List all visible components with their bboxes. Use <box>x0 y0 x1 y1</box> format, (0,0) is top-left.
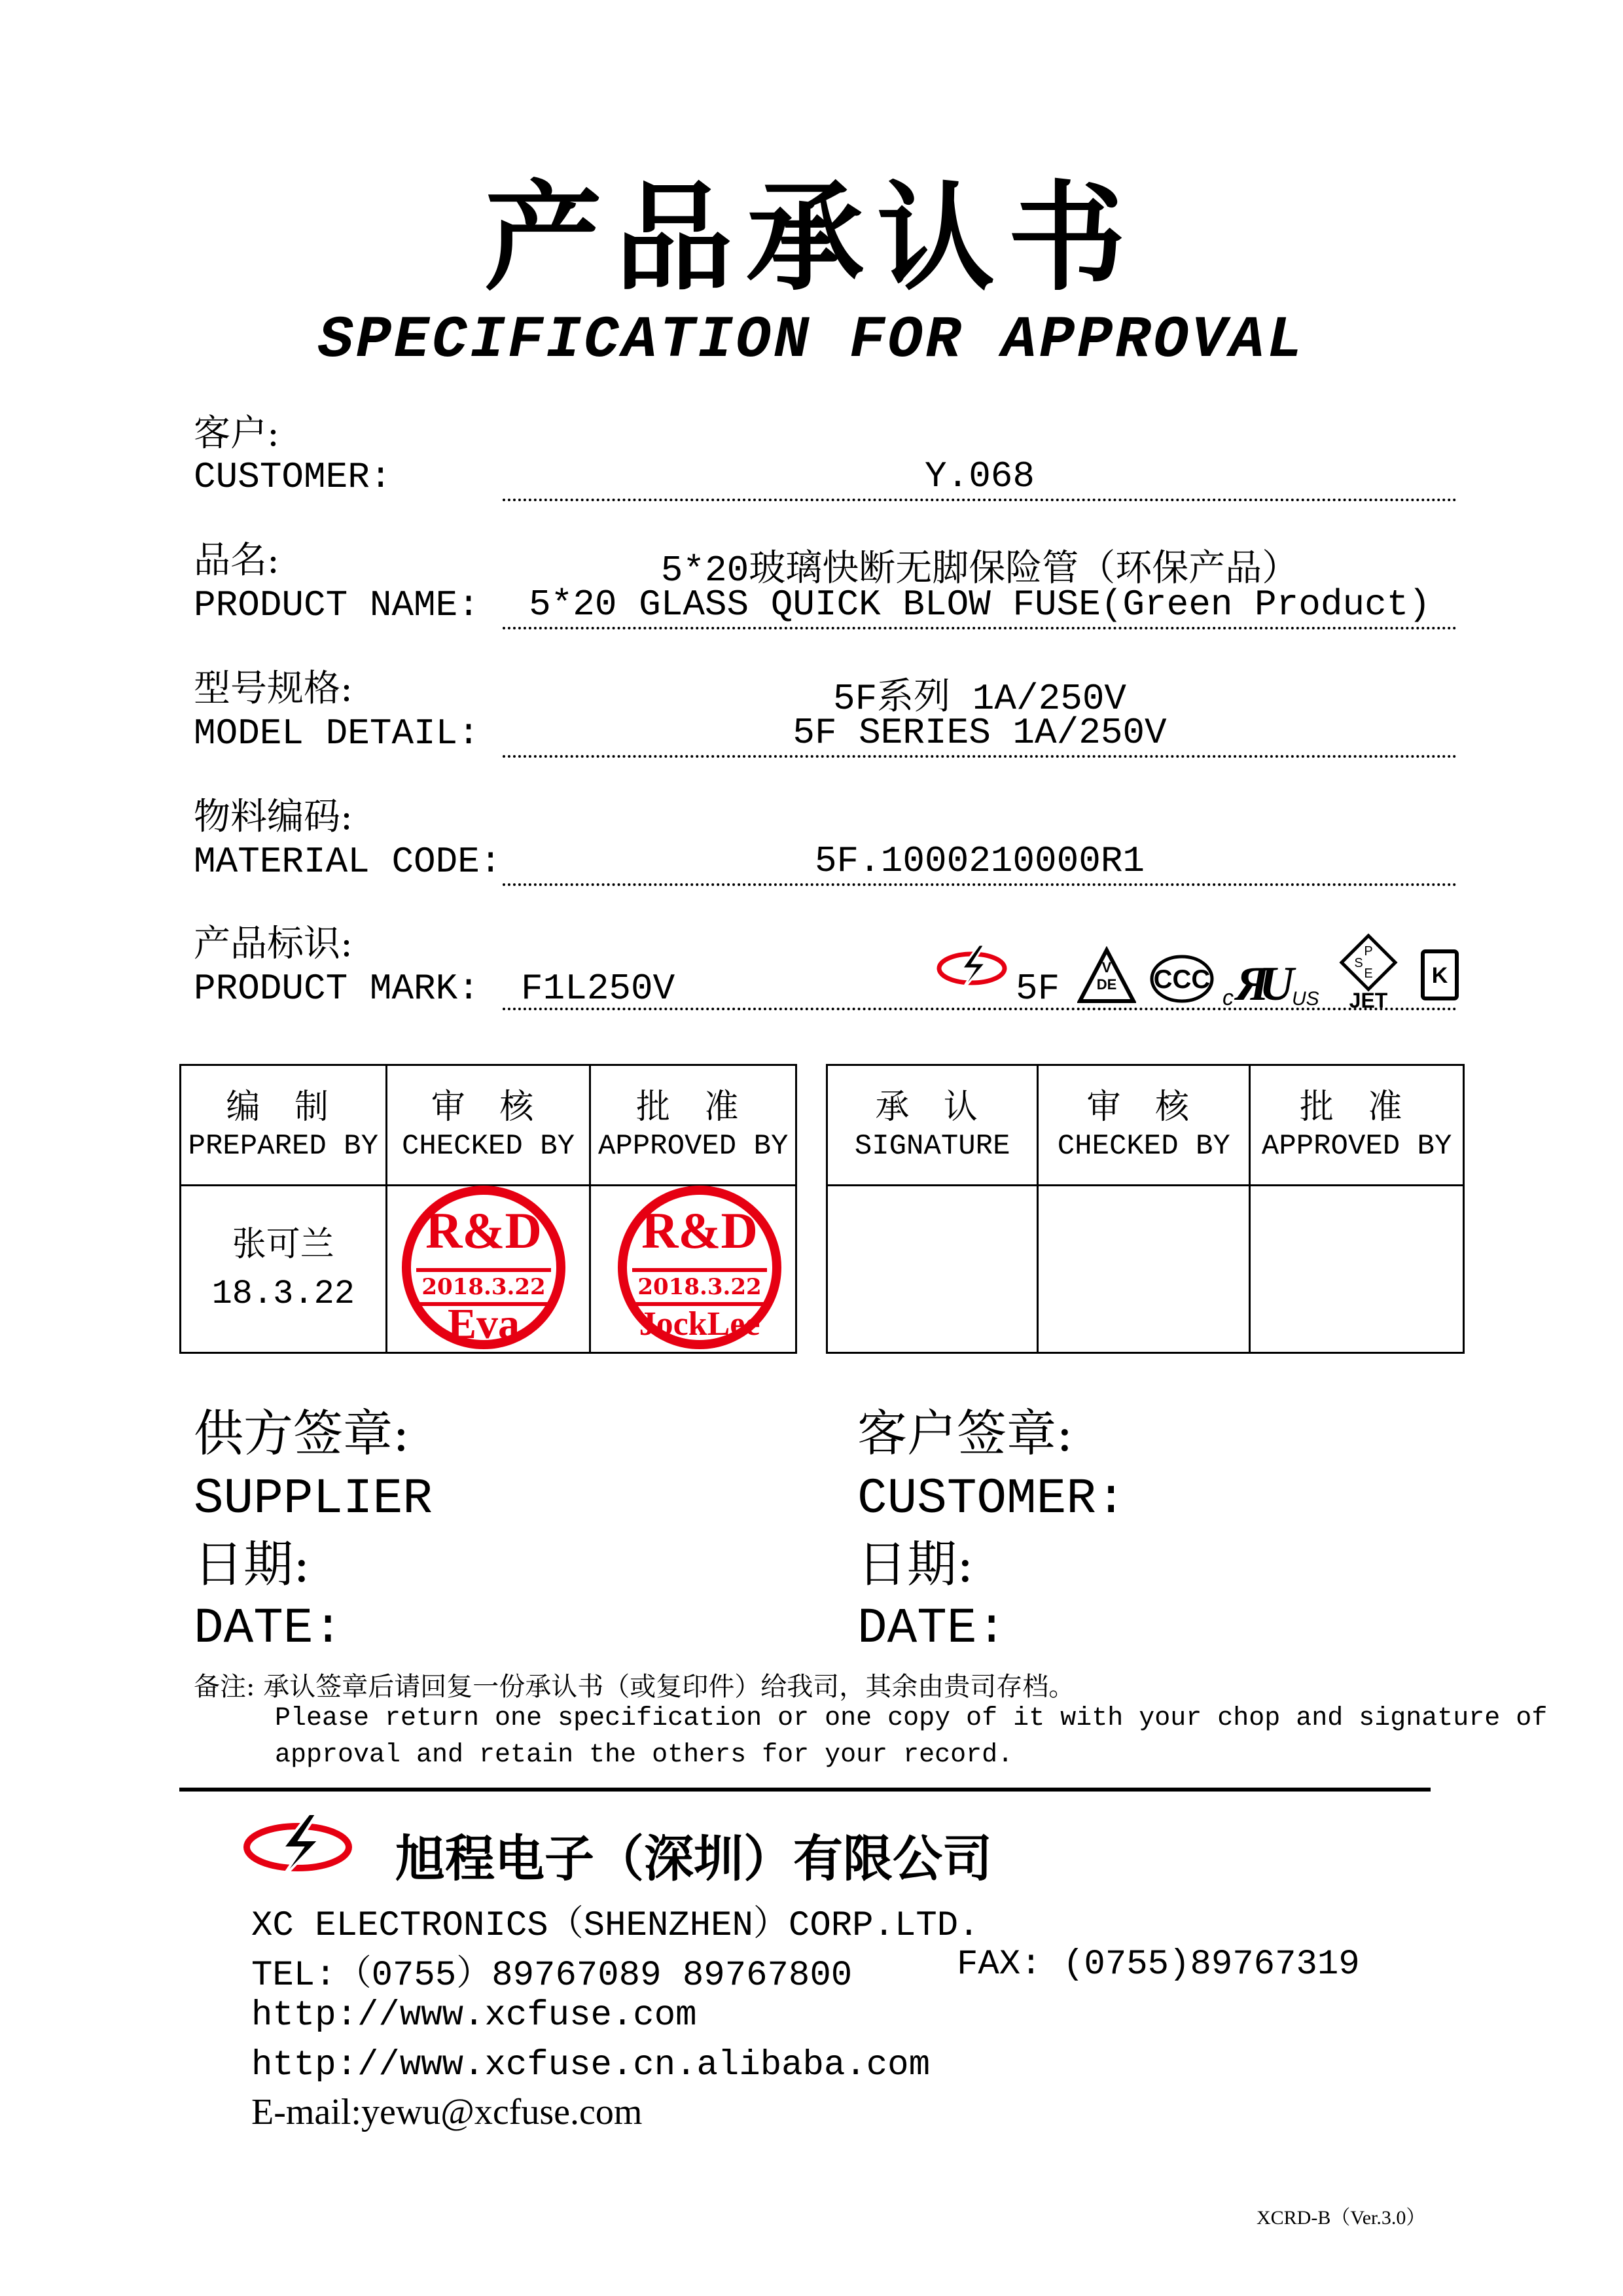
svg-text:DE: DE <box>1096 976 1117 993</box>
svg-text:CCC: CCC <box>1153 965 1211 994</box>
svg-text:K: K <box>1431 963 1448 988</box>
prepared-by-date: 18.3.22 <box>211 1274 355 1313</box>
svg-text:S: S <box>1354 956 1363 970</box>
customer-date-label-en: DATE: <box>857 1600 1007 1657</box>
customer-checked-by-cell[interactable] <box>1038 1186 1250 1353</box>
company-logo-icon <box>242 1811 353 1883</box>
svg-text:E: E <box>1364 966 1373 981</box>
model-detail-value-en: 5F SERIES 1A/250V <box>793 712 1167 754</box>
svg-text:V: V <box>1101 959 1112 976</box>
th-approved-by: 批 准 APPROVED BY <box>590 1065 796 1186</box>
product-mark-value: F1L250V <box>521 968 675 1010</box>
svg-text:Я: Я <box>1236 957 1269 1011</box>
brand-logo-icon <box>936 942 1008 995</box>
company-fax: FAX: (0755)89767319 <box>957 1945 1360 1985</box>
page-title-en: SPECIFICATION FOR APPROVAL <box>317 308 1306 374</box>
th-signature: 承 认 SIGNATURE <box>827 1065 1038 1186</box>
ul-recognized-mark-icon <box>1221 946 1319 1012</box>
signature-cell[interactable] <box>827 1186 1038 1353</box>
material-code-label-cn: 物料编码: <box>194 796 353 838</box>
product-mark-label-cn: 产品标识: <box>194 923 353 965</box>
supplier-seal-label-en: SUPPLIER <box>194 1471 433 1527</box>
supplier-date-label-cn: 日期: <box>194 1535 310 1593</box>
customer-label-cn: 客户: <box>194 412 279 455</box>
svg-text:JET: JET <box>1349 989 1388 1010</box>
product-name-value-en: 5*20 GLASS QUICK BLOW FUSE(Green Product) <box>529 584 1431 626</box>
material-code-label-en: MATERIAL CODE: <box>194 841 502 883</box>
pse-jet-mark-icon <box>1332 932 1404 1010</box>
company-website[interactable]: http://www.xcfuse.com <box>251 1996 697 2036</box>
th-prepared-by: 编 制 PREPARED BY <box>181 1065 387 1186</box>
kc-mark-icon <box>1420 949 1459 1001</box>
product-name-label-cn: 品名: <box>194 539 279 582</box>
svg-text:US: US <box>1292 988 1319 1010</box>
rd-stamp-jocklee: R&D 2018.3.22 JockLee <box>618 1186 781 1349</box>
model-detail-label-cn: 型号规格: <box>194 667 353 710</box>
customer-date-label-cn: 日期: <box>857 1535 974 1593</box>
product-name-label-en: PRODUCT NAME: <box>194 584 480 626</box>
company-alibaba-link[interactable]: http://www.xcfuse.cn.alibaba.com <box>251 2045 930 2085</box>
material-code-value: 5F.1000210000R1 <box>814 840 1145 882</box>
svg-text:c: c <box>1222 985 1234 1010</box>
customer-approval-table <box>826 1064 1465 1354</box>
company-tel: TEL:（0755）89767089 89767800 <box>251 1956 853 1996</box>
th-checked-by: 审 核 CHECKED BY <box>386 1065 590 1186</box>
prepared-by-name: 张可兰 <box>232 1224 334 1264</box>
material-code-underline <box>503 883 1457 886</box>
prepared-by-cell <box>181 1186 387 1353</box>
product-mark-underline <box>503 1008 1457 1010</box>
supplier-seal-label-cn: 供方签章: <box>194 1404 410 1462</box>
customer-approved-by-cell[interactable] <box>1250 1186 1464 1353</box>
th-customer-approved-by: 批 准 APPROVED BY <box>1250 1065 1464 1186</box>
brand-code: 5F <box>1016 968 1060 1010</box>
page-title-cn: 产品承认书 <box>484 174 1139 304</box>
customer-underline <box>503 499 1457 501</box>
footer-divider <box>179 1788 1431 1792</box>
company-name-cn: 旭程电子（深圳）有限公司 <box>395 1832 992 1887</box>
model-detail-underline <box>503 755 1457 758</box>
product-mark-label-en: PRODUCT MARK: <box>194 968 480 1010</box>
customer-seal-label-cn: 客户签章: <box>857 1404 1073 1462</box>
th-customer-checked-by: 审 核 CHECKED BY <box>1038 1065 1250 1186</box>
company-email[interactable]: E-mail:yewu@xcfuse.com <box>251 2092 643 2132</box>
model-detail-value-cn: 5F系列 1A/250V <box>832 678 1127 720</box>
vde-mark-icon <box>1077 946 1136 1005</box>
model-detail-label-en: MODEL DETAIL: <box>194 713 480 754</box>
customer-seal-label-en: CUSTOMER: <box>857 1471 1126 1527</box>
supplier-date-label-en: DATE: <box>194 1600 344 1657</box>
customer-label-en: CUSTOMER: <box>194 456 392 498</box>
note-cn: 备注: 承认签章后请回复一份承认书（或复印件）给我司，其余由贵司存档。 <box>194 1672 1075 1702</box>
svg-text:U: U <box>1259 957 1294 1011</box>
customer-value: Y.068 <box>924 455 1035 497</box>
note-en-line1: Please return one specification or one copy of it with your chop and signature of <box>275 1704 1548 1733</box>
document-code: XCRD-B（Ver.3.0） <box>1257 2207 1426 2229</box>
product-name-underline <box>503 627 1457 629</box>
ccc-mark-icon <box>1149 953 1215 1005</box>
rd-stamp-eva: R&D 2018.3.22 Eva <box>402 1186 565 1349</box>
company-name-en: XC ELECTRONICS（SHENZHEN）CORP.LTD. <box>251 1906 980 1946</box>
svg-text:P: P <box>1364 944 1373 959</box>
product-name-value-cn: 5*20玻璃快断无脚保险管（环保产品） <box>660 550 1299 592</box>
note-en-line2: approval and retain the others for your record. <box>275 1740 1014 1770</box>
